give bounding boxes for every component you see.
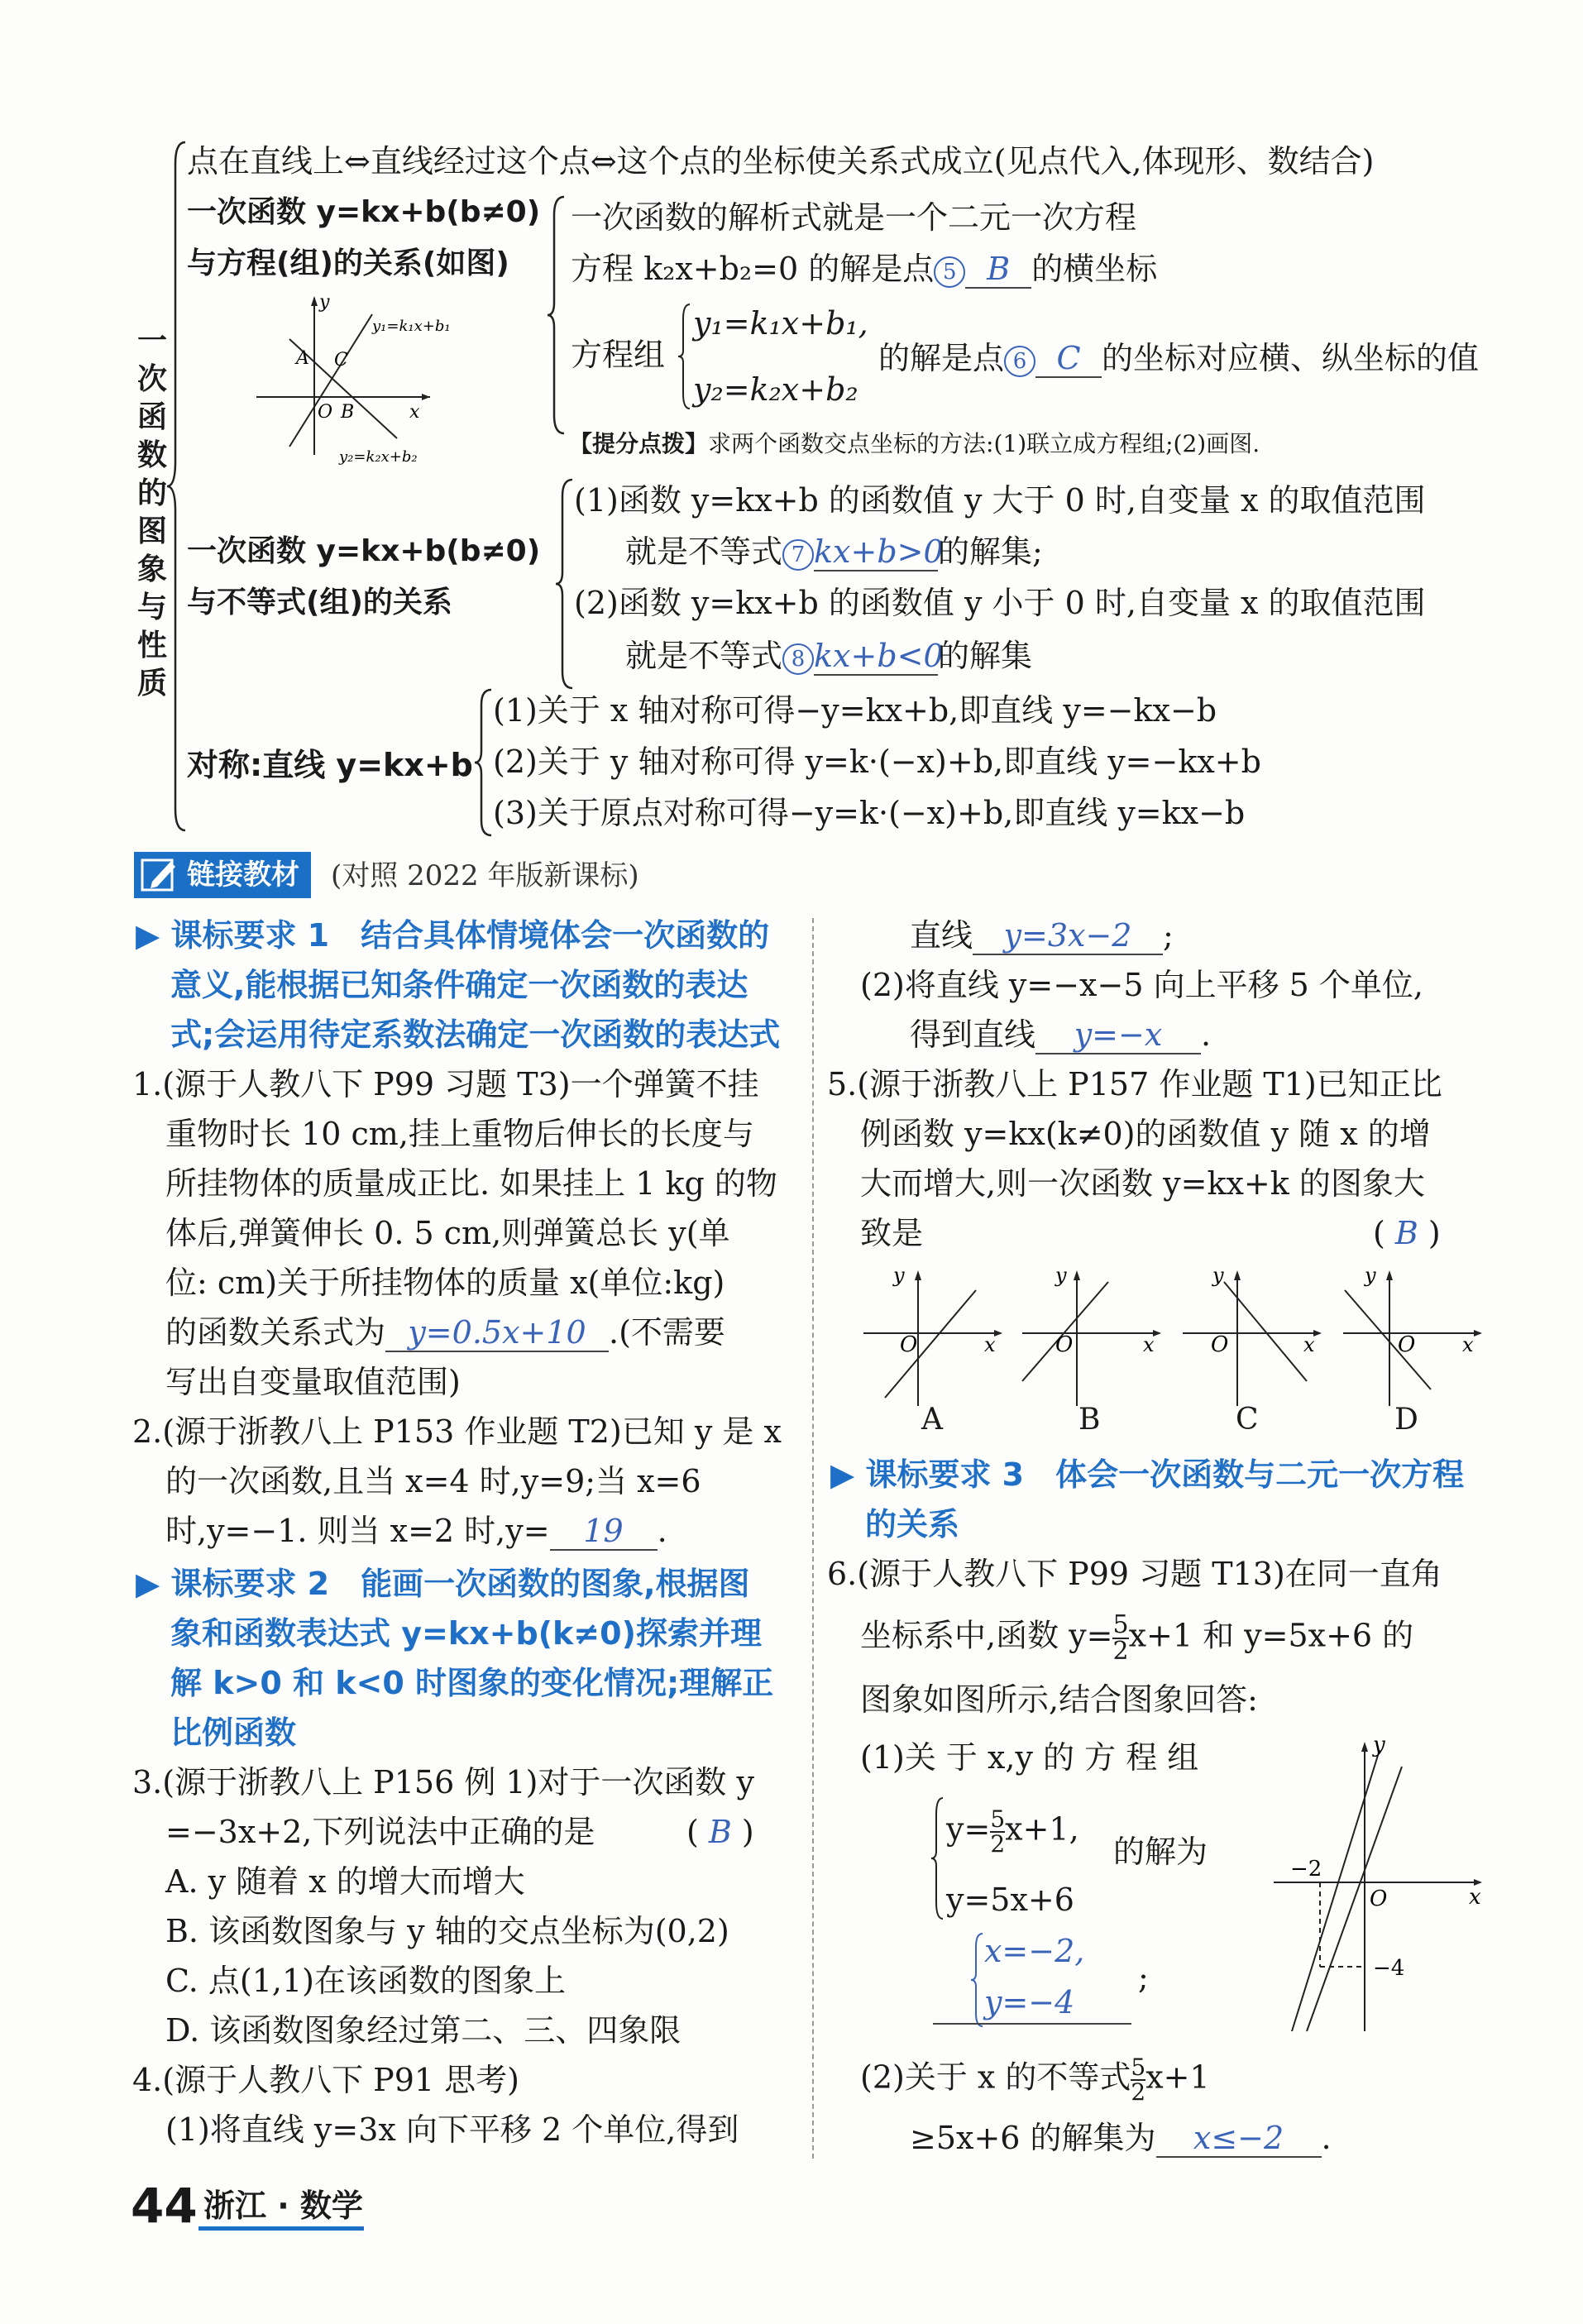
q6-part-2 <box>860 2056 1210 2104</box>
sym-title-text: 对称:直线 y=kx+b <box>187 747 473 783</box>
q6-sys-frac-num: 5 <box>990 1805 1006 1833</box>
ineq-1a: (1)函数 y=kx+b 的函数值 y 大于 0 时,自变量 x 的取值范围 <box>574 482 1426 519</box>
answer-blank-7: kx+b>0 <box>814 533 944 570</box>
q1-line-1: 1.(源于人教八下 P99 习题 T3)一个弹簧不挂 <box>132 1066 759 1102</box>
q4-line-1: 4.(源于人教八下 P91 思考) <box>132 2062 519 2098</box>
q6-p2b-pre: ≥5x+6 的解集为 <box>910 2120 1156 2156</box>
answer-blank-5: B <box>965 251 1031 289</box>
svg-text:y: y <box>893 1264 905 1287</box>
q6-part-2b <box>910 2117 1332 2159</box>
q1-line-4: 体后,弹簧伸长 0. 5 cm,则弹簧总长 y(单 <box>165 1215 730 1251</box>
q3-option-a: A. y 随着 x 的增大而增大 <box>165 1863 525 1900</box>
q4-p2b-pre: 得到直线 <box>910 1016 1036 1053</box>
choice-label-a: A <box>921 1403 943 1437</box>
q6-x-label: x <box>1469 1885 1481 1910</box>
q6-neg2-label: −2 <box>1290 1857 1322 1882</box>
req1-line-3: 式;会运用待定系数法确定一次函数的表达式 <box>170 1016 781 1053</box>
eq-item-2-post: 的横坐标 <box>1031 251 1158 287</box>
tip-line <box>569 423 1260 465</box>
graph-x-label: x <box>409 402 420 423</box>
vertical-title-char: 数 <box>136 438 167 472</box>
eq-item-3-pre: 方程组 <box>571 337 666 373</box>
tip-text: 求两个函数交点坐标的方法:(1)联立成方程组;(2)画图. <box>708 430 1260 457</box>
eq-item-2 <box>571 248 1157 289</box>
sym-item-3: (3)关于原点对称可得−y=k·(−x)+b,即直线 y=kx−b <box>493 795 1246 831</box>
eq-brace <box>546 195 567 435</box>
ineq-brace <box>554 478 576 690</box>
line-1 <box>289 314 372 447</box>
eq-item-2-pre: 方程 k₂x+b₂=0 的解是点 <box>571 251 935 287</box>
q2-line-2: 的一次函数,且当 x=4 时,y=9;当 x=6 <box>165 1463 701 1499</box>
q6-line-3: 图象如图所示,结合图象回答: <box>860 1681 1258 1718</box>
q1-line-6 <box>165 1312 725 1353</box>
eq-item-3-mid: 的解是点 <box>878 340 1005 376</box>
q3-option-c: C. 点(1,1)在该函数的图象上 <box>165 1963 566 1999</box>
ineq-2b-pre: 就是不等式 <box>625 638 783 674</box>
svg-text:O: O <box>1055 1332 1074 1357</box>
q1-last-pre: 的函数关系式为 <box>165 1314 386 1351</box>
q4-cont-post: ; <box>1163 917 1174 954</box>
q4-line-2: (1)将直线 y=3x 向下平移 2 个单位,得到 <box>165 2111 739 2148</box>
q2-line-3 <box>165 1510 667 1552</box>
system-brace <box>677 303 693 410</box>
graph-a-label: A <box>296 348 309 369</box>
q1-tail: 写出自变量取值范围) <box>165 1364 461 1400</box>
q6-sys-frac-den: 2 <box>990 1830 1006 1858</box>
q1-line-2: 重物时长 10 cm,挂上重物后伸长的长度与 <box>165 1116 754 1152</box>
choice-label-d: D <box>1394 1403 1418 1437</box>
vertical-title-char: 次 <box>136 362 167 396</box>
q6-part-1: (1)关 于 x,y 的 方 程 组 <box>860 1739 1199 1776</box>
sym-brace <box>473 688 495 837</box>
blank-number-5: 5 <box>934 256 965 288</box>
ineq-1b <box>625 531 1043 572</box>
q6-p2-fraction <box>1131 2056 1145 2104</box>
answer-blank-6: C <box>1035 340 1102 378</box>
intersection-graph <box>248 289 521 471</box>
q3-answer: B <box>708 1814 732 1850</box>
q6-sys1-pre: y= <box>946 1810 991 1848</box>
vertical-title-char: 性 <box>136 629 167 662</box>
svg-text:O: O <box>1398 1332 1416 1357</box>
q5-line-2: 例函数 y=kx(k≠0)的函数值 y 随 x 的增 <box>860 1116 1431 1152</box>
q6-line-2-pre: 坐标系中,函数 y= <box>860 1617 1113 1654</box>
q6-line-shallow <box>1307 1767 1405 2031</box>
req1-line-2: 意义,能根据已知条件确定一次函数的表达 <box>170 967 748 1003</box>
q2-last-post: . <box>657 1513 667 1549</box>
ineq-title-2: 与不等式(组)的关系 <box>187 586 452 619</box>
q3-option-b: B. 该函数图象与 y 轴的交点坐标为(0,2) <box>165 1913 729 1949</box>
req2-line-4: 比例函数 <box>170 1714 297 1751</box>
tip-label: 【提分点拨】 <box>569 430 709 457</box>
q5-line-4: 致是 <box>860 1215 924 1251</box>
q6-line-2-post: x+1 和 y=5x+6 的 <box>1128 1617 1414 1654</box>
banner-note: (对照 2022 年版新课标) <box>331 859 639 892</box>
q2-last-pre: 时,y=−1. 则当 x=2 时,y= <box>165 1513 550 1549</box>
q6-neg4-label: −4 <box>1373 1956 1405 1981</box>
choice-graph-b <box>1022 1264 1161 1406</box>
svg-text:O: O <box>900 1332 918 1357</box>
line-point-text: 点在直线上⇔直线经过这个点⇔这个点的坐标使关系式成立(见点代入,体现形、数结合) <box>187 143 1375 179</box>
q1-last-post: .(不需要 <box>609 1314 725 1351</box>
q6-answer-3: x≤−2 <box>1156 2120 1322 2158</box>
graph-line1-label: y₁=k₁x+b₁ <box>372 318 451 335</box>
svg-text:y: y <box>1365 1264 1376 1287</box>
req2-line-3: 解 k>0 和 k<0 时图象的变化情况;理解正 <box>170 1665 774 1701</box>
ineq-2a: (2)函数 y=kx+b 的函数值 y 小于 0 时,自变量 x 的取值范围 <box>574 585 1426 621</box>
q3-line-1: 3.(源于浙教八上 P156 例 1)对于一次函数 y <box>132 1764 754 1800</box>
q6-sys1-post: x+1, <box>1005 1810 1079 1848</box>
q6-system-brace <box>930 1796 946 1920</box>
svg-text:O: O <box>1211 1332 1229 1357</box>
choice-label-c: C <box>1236 1403 1259 1437</box>
q6-frac-num: 5 <box>1112 1610 1129 1639</box>
req1-line-1: ▶ 课标要求 1 结合具体情境体会一次函数的 <box>136 917 770 954</box>
req2-line-2: 象和函数表达式 y=kx+b(k≠0)探索并理 <box>170 1615 762 1652</box>
graph-o-label: O <box>318 402 333 423</box>
q1-line-3: 所挂物体的质量成正比. 如果挂上 1 kg 的物 <box>165 1165 777 1202</box>
q6-sys-fraction <box>990 1805 1006 1858</box>
svg-text:x: x <box>1143 1333 1155 1356</box>
choice-graph-a <box>863 1264 1002 1406</box>
q4-part-2b <box>910 1014 1211 1055</box>
ineq-1b-post: 的解集; <box>938 533 1043 570</box>
q6-p2-pre: (2)关于 x 的不等式 <box>860 2059 1131 2096</box>
q4-part-2: (2)将直线 y=−x−5 向上平移 5 个单位, <box>860 967 1423 1003</box>
q6-p2b-post: . <box>1321 2120 1332 2156</box>
blank-number-6: 6 <box>1004 346 1035 377</box>
ineq-title-1: 一次函数 y=kx+b(b≠0) <box>187 534 541 568</box>
q5-line-3: 大而增大,则一次函数 y=kx+k 的图象大 <box>860 1165 1425 1202</box>
ineq-2b-post: 的解集 <box>938 638 1033 674</box>
q4-answer-2: y=−x <box>1035 1016 1201 1054</box>
svg-text:x: x <box>984 1333 996 1356</box>
q6-frac-den: 2 <box>1112 1637 1129 1666</box>
q6-answer-semicolon: ; <box>1138 1959 1149 1996</box>
q6-answer-brace <box>969 1932 986 2028</box>
q2-line-1: 2.(源于浙教八上 P153 作业题 T2)已知 y 是 x <box>132 1413 782 1450</box>
q1-answer: y=0.5x+10 <box>385 1314 609 1352</box>
vertical-title-char: 函 <box>136 400 167 434</box>
q6-answer-y: y=−4 <box>984 1984 1075 2020</box>
sym-title <box>187 744 473 786</box>
vertical-title-char: 质 <box>136 667 167 701</box>
q6-p2-frac-num: 5 <box>1131 2054 1146 2081</box>
choice-graph-d <box>1343 1264 1482 1406</box>
column-divider <box>812 918 814 2159</box>
q6-answer-x: x=−2, <box>984 1933 1085 1969</box>
choice-label-b: B <box>1078 1403 1101 1437</box>
sym-item-1: (1)关于 x 轴对称可得−y=kx+b,即直线 y=−kx−b <box>493 692 1217 729</box>
eq-title-2: 与方程(组)的关系(如图) <box>187 246 509 280</box>
q6-sys-mid: 的解为 <box>1113 1834 1208 1870</box>
vertical-title-char: 一 <box>136 324 167 358</box>
ineq-1b-pre: 就是不等式 <box>625 533 783 570</box>
q6-line-2 <box>860 1610 1414 1666</box>
q6-y-arrow <box>1361 1742 1368 1752</box>
banner-label: 链接教材 <box>187 858 299 892</box>
q6-p2-frac-den: 2 <box>1131 2078 1146 2106</box>
x-arrow <box>422 394 430 400</box>
req3-line-1: ▶ 课标要求 3 体会一次函数与二元一次方程 <box>830 1456 1465 1493</box>
pencil-icon <box>141 857 179 893</box>
svg-text:x: x <box>1462 1333 1474 1356</box>
q6-system-eq-2: y=5x+6 <box>946 1882 1074 1918</box>
q3-line-2: =−3x+2,下列说法中正确的是 <box>165 1814 595 1850</box>
q6-y-label: y <box>1373 1733 1385 1757</box>
q4-answer-1: y=3x−2 <box>973 917 1163 955</box>
eq-item-1: 一次函数的解析式就是一个二元一次方程 <box>571 199 1137 236</box>
graph-c-label: C <box>334 350 348 371</box>
req2-line-1: ▶ 课标要求 2 能画一次函数的图象,根据图 <box>136 1566 750 1602</box>
q5-line-1: 5.(源于浙教八上 P157 作业题 T1)已知正比 <box>827 1066 1442 1102</box>
graph-line2-label: y₂=k₂x+b₂ <box>339 448 418 466</box>
q6-o-label: O <box>1370 1886 1388 1911</box>
q6-line-1: 6.(源于人教八下 P99 习题 T13)在同一直角 <box>827 1556 1442 1592</box>
q1-line-5: 位: cm)关于所挂物体的质量 x(单位:kg) <box>165 1265 725 1301</box>
q6-graph <box>1257 1733 1489 2039</box>
q3-answer-paren: ( B ) <box>686 1814 754 1850</box>
system-eq-1: y₁=k₁x+b₁, <box>693 305 868 342</box>
req3-line-2: 的关系 <box>865 1506 960 1542</box>
svg-text:y: y <box>1055 1264 1067 1287</box>
footer-label: 浙江 · 数学 <box>203 2188 363 2224</box>
q6-line-steep <box>1292 1750 1380 2031</box>
q6-system-eq-1 <box>946 1805 1079 1858</box>
vertical-title-char: 象 <box>136 552 167 586</box>
q4-cont-pre: 直线 <box>910 917 973 954</box>
ineq-2b <box>625 635 1032 677</box>
footer-underline <box>198 2226 364 2231</box>
vertical-title-char: 图 <box>136 514 167 548</box>
eq-title-1: 一次函数 y=kx+b(b≠0) <box>187 195 541 229</box>
q5-choice-graphs <box>860 1257 1489 1423</box>
q6-fraction <box>1112 1610 1129 1666</box>
answer-blank-8: kx+b<0 <box>814 638 944 674</box>
page-number: 44 <box>131 2178 198 2234</box>
y-arrow <box>311 296 318 306</box>
sym-item-2: (2)关于 y 轴对称可得 y=k·(−x)+b,即直线 y=−kx+b <box>493 744 1261 780</box>
q5-answer: B <box>1394 1215 1418 1251</box>
eq-item-3 <box>878 337 1479 379</box>
q2-answer: 19 <box>550 1513 658 1551</box>
vertical-title-char: 的 <box>136 476 167 510</box>
q4-cont <box>910 915 1174 956</box>
q6-p2-post: x+1 <box>1145 2059 1210 2096</box>
graph-b-label: B <box>341 402 355 423</box>
q4-p2b-post: . <box>1201 1016 1212 1053</box>
choice-graph-c <box>1183 1264 1322 1406</box>
svg-text:x: x <box>1303 1333 1315 1356</box>
vertical-title-char: 与 <box>136 591 167 624</box>
system-eq-2: y₂=k₂x+b₂ <box>693 371 858 408</box>
q5-answer-paren: ( B ) <box>1373 1215 1441 1251</box>
graph-y-label: y <box>319 292 330 313</box>
q3-option-d: D. 该函数图象经过第二、三、四象限 <box>165 2012 682 2049</box>
blank-number-7: 7 <box>782 539 814 571</box>
svg-text:y: y <box>1212 1264 1224 1287</box>
blank-number-8: 8 <box>782 643 814 675</box>
vertical-title <box>134 323 170 703</box>
eq-item-3-post: 的坐标对应横、纵坐标的值 <box>1102 340 1480 376</box>
q6-answer-underline <box>933 2023 1131 2025</box>
